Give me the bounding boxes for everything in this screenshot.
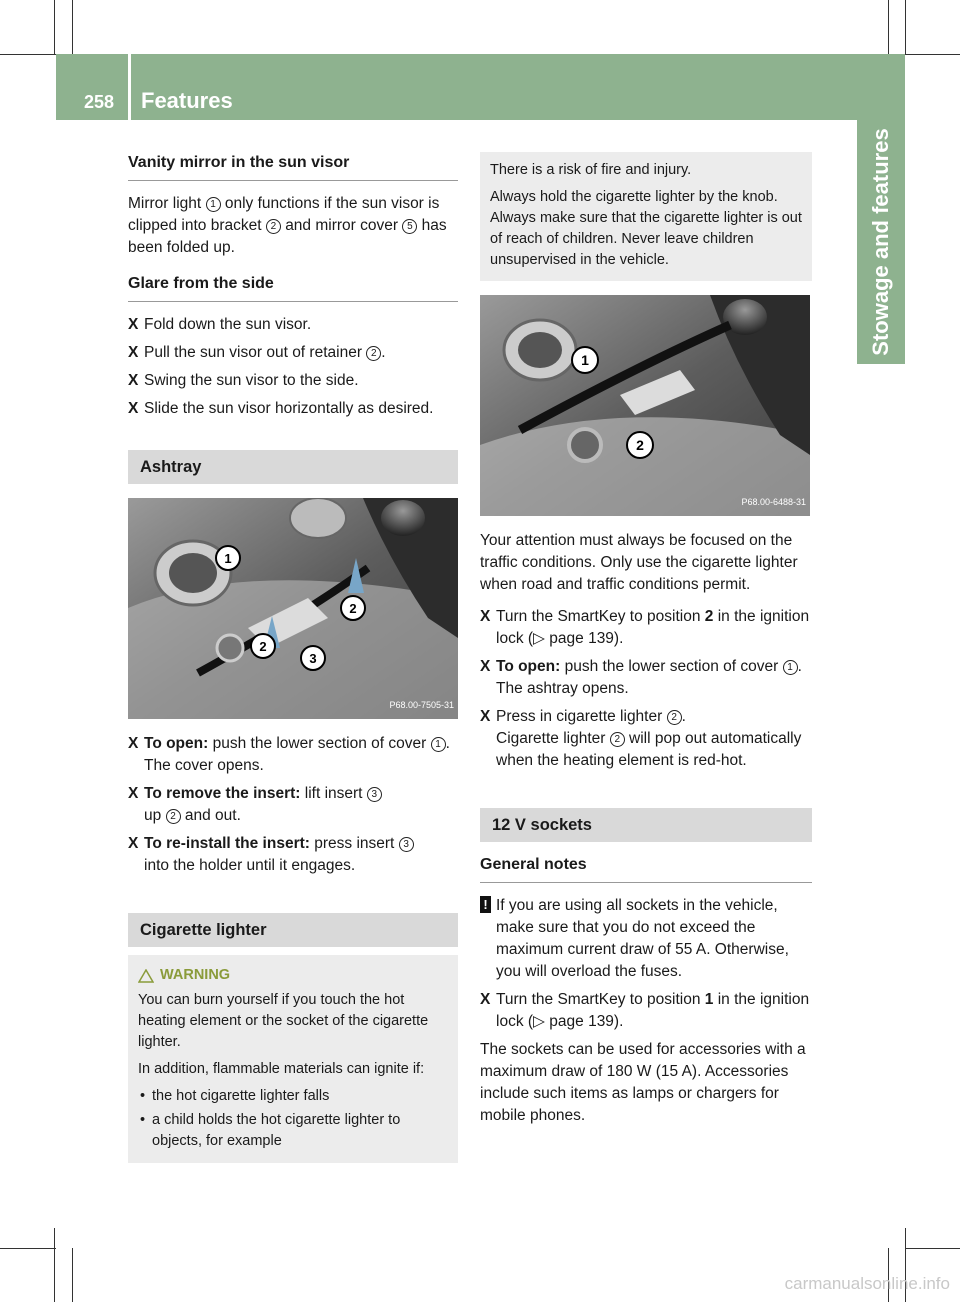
callout-3: 3 bbox=[367, 787, 382, 802]
text: The cover opens. bbox=[144, 757, 264, 774]
text: To remove the insert: bbox=[144, 785, 301, 802]
text: press insert bbox=[314, 835, 395, 852]
text: Cigarette lighter bbox=[496, 730, 606, 747]
crop-mark bbox=[0, 1248, 56, 1249]
text: Press in cigarette lighter bbox=[496, 708, 663, 725]
text: . bbox=[445, 735, 450, 752]
section-band-sockets: 12 V sockets bbox=[480, 808, 812, 842]
instruction-step: X Turn the SmartKey to position 1 in the ignition lock (▷ page 139). bbox=[480, 991, 810, 1030]
right-column bbox=[480, 152, 812, 1137]
instruction-step: X Press in cigarette lighter 2 . Cigarette lighter 2 will pop out automatically when the heating element is red-hot. bbox=[480, 708, 802, 769]
text: only functions if the sun visor is clipped into bracket bbox=[128, 195, 440, 234]
notice-icon: ! bbox=[480, 896, 491, 913]
crop-mark bbox=[905, 1248, 960, 1249]
instruction-step: X To re-install the insert: press insert 3 into the holder until it engages. bbox=[128, 833, 458, 877]
section-band-ashtray: Ashtray bbox=[128, 450, 458, 484]
text: If you are using all sockets in the vehicle, make sure that you do not exceed the maximum current draw of 55 A. Otherwise, you will overload the fuses. bbox=[496, 897, 789, 980]
text: Slide the sun visor horizontally as desired. bbox=[144, 400, 434, 417]
text: Fold down the sun visor. bbox=[144, 316, 312, 333]
text: lift insert bbox=[304, 785, 363, 802]
text: Swing the sun visor to the side. bbox=[144, 372, 359, 389]
text: 1 bbox=[704, 991, 714, 1008]
text: and mirror cover bbox=[285, 217, 399, 234]
callout-2: 2 bbox=[610, 732, 625, 747]
callout-2: 2 bbox=[266, 219, 281, 234]
text: into the holder until it engages. bbox=[144, 857, 356, 874]
warning-text: There is a risk of fire and injury. bbox=[490, 162, 692, 178]
vanity-paragraph bbox=[128, 193, 458, 259]
text: and out. bbox=[184, 807, 241, 824]
page-ref-arrow-icon: ▷ bbox=[533, 630, 545, 647]
warning-text: Always hold the cigarette lighter by the knob. Always make sure that the cigarette lighter is out of reach of children. Never leave children unsupervised in the vehicle. bbox=[490, 189, 802, 268]
text: has been folded up. bbox=[128, 217, 447, 256]
cigarette-lighter-photo bbox=[480, 295, 810, 516]
side-tab-label: Stowage and features bbox=[868, 128, 893, 356]
text: . bbox=[681, 708, 686, 725]
instruction-step: X Pull the sun visor out of retainer 2 . bbox=[128, 344, 386, 361]
text: Turn the SmartKey to position bbox=[496, 991, 701, 1008]
page-title: Features bbox=[141, 88, 233, 113]
instruction-step: X To open: push the lower section of cover 1 . The ashtray opens. bbox=[480, 658, 802, 697]
crop-mark bbox=[54, 0, 55, 54]
ashtray-photo bbox=[128, 498, 458, 719]
crop-mark bbox=[72, 0, 73, 54]
warning-box bbox=[128, 955, 458, 1163]
warning-text: In addition, flammable materials can ignite if: bbox=[138, 1061, 425, 1077]
instruction-step: X To remove the insert: lift insert 3 up 2 and out. bbox=[128, 783, 458, 827]
warning-bullet: • the hot cigarette lighter falls bbox=[138, 1086, 448, 1107]
callout-1: 1 bbox=[783, 660, 798, 675]
watermark: carmanualsonline.info bbox=[784, 1274, 950, 1293]
text: in the ignition lock ( bbox=[496, 991, 810, 1030]
instruction-step: X Turn the SmartKey to position 2 in the ignition lock (▷ page 139). bbox=[480, 608, 810, 647]
text: To re-install the insert: bbox=[144, 835, 310, 852]
notice-item bbox=[480, 895, 812, 983]
instruction-step: X Slide the sun visor horizontally as desired. bbox=[128, 400, 434, 417]
crop-mark bbox=[905, 0, 906, 54]
photo-callout-1: 1 bbox=[581, 352, 589, 368]
text: will pop out automatically when the heating element is red-hot. bbox=[496, 730, 802, 769]
photo-callout-2: 2 bbox=[636, 437, 644, 453]
instruction-step: X Swing the sun visor to the side. bbox=[128, 372, 359, 389]
warning-text: You can burn yourself if you touch the hot heating element or the socket of the cigarette lighter. bbox=[138, 992, 429, 1050]
callout-2: 2 bbox=[366, 346, 381, 361]
warning-title bbox=[138, 965, 448, 986]
section-side-tab bbox=[857, 120, 905, 364]
page-header bbox=[56, 54, 905, 120]
callout-2: 2 bbox=[166, 809, 181, 824]
text: 2 bbox=[704, 608, 714, 625]
photo-callout-2b: 2 bbox=[349, 601, 357, 616]
page-ref-arrow-icon: ▷ bbox=[533, 1013, 545, 1030]
warning-bullet: • a child holds the hot cigarette lighter to objects, for example bbox=[138, 1110, 448, 1152]
text: Pull the sun visor out of retainer bbox=[144, 344, 362, 361]
crop-mark bbox=[905, 54, 960, 55]
warning-box-continued bbox=[480, 152, 812, 281]
text: up bbox=[144, 807, 162, 824]
left-column bbox=[128, 152, 458, 1163]
heading-vanity-mirror: Vanity mirror in the sun visor bbox=[128, 152, 458, 181]
lighter-illustration bbox=[480, 295, 810, 516]
callout-2: 2 bbox=[667, 710, 682, 725]
text: Turn the SmartKey to position bbox=[496, 608, 701, 625]
console-illustration bbox=[128, 498, 458, 719]
text: in the ignition lock ( bbox=[496, 608, 810, 647]
instruction-step: X To open: push the lower section of cover 1 . The cover opens. bbox=[128, 735, 450, 774]
page-number: 258 bbox=[84, 92, 115, 112]
text: push the lower section of cover bbox=[212, 735, 427, 752]
instruction-step: X Fold down the sun visor. bbox=[128, 316, 312, 333]
text: push the lower section of cover bbox=[564, 658, 779, 675]
crop-mark bbox=[54, 1228, 55, 1302]
callout-1: 1 bbox=[431, 737, 446, 752]
crop-mark bbox=[72, 1248, 73, 1302]
warning-triangle-icon bbox=[138, 969, 154, 983]
text: Mirror light bbox=[128, 195, 202, 212]
photo-code: P68.00-7505-31 bbox=[389, 700, 454, 710]
sockets-paragraph: The sockets can be used for accessories with a maximum draw of 180 W (15 A). Accessories include such items as lamps or chargers for mobile phones. bbox=[480, 1041, 806, 1124]
crop-mark bbox=[0, 54, 56, 55]
callout-1: 1 bbox=[206, 197, 221, 212]
text: . bbox=[797, 658, 802, 675]
photo-code: P68.00-6488-31 bbox=[741, 497, 806, 507]
photo-callout-2a: 2 bbox=[259, 639, 267, 654]
heading-glare: Glare from the side bbox=[128, 273, 458, 302]
callout-5: 5 bbox=[402, 219, 417, 234]
text: . bbox=[381, 344, 386, 361]
crop-mark bbox=[888, 0, 889, 54]
text: To open: bbox=[496, 658, 561, 675]
callout-3: 3 bbox=[399, 837, 414, 852]
text: page 139). bbox=[549, 630, 624, 647]
attention-paragraph: Your attention must always be focused on the traffic conditions. Only use the cigarette lighter when road and traffic conditions permit. bbox=[480, 532, 798, 593]
text: WARNING bbox=[160, 967, 231, 983]
heading-general-notes: General notes bbox=[480, 854, 812, 883]
header-divider bbox=[128, 54, 131, 120]
photo-callout-3: 3 bbox=[309, 651, 317, 666]
section-band-cigarette: Cigarette lighter bbox=[128, 913, 458, 947]
text: To open: bbox=[144, 735, 209, 752]
photo-callout-1: 1 bbox=[224, 551, 232, 566]
text: The ashtray opens. bbox=[496, 680, 629, 697]
text: page 139). bbox=[549, 1013, 624, 1030]
